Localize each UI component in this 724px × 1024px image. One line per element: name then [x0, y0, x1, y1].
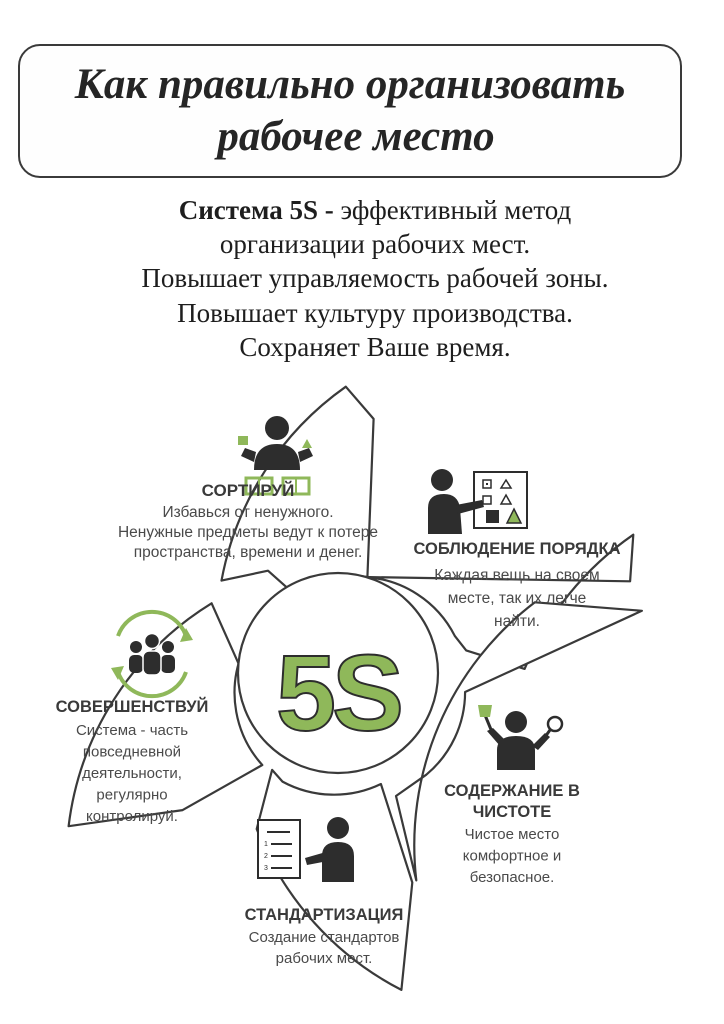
sustain-description-line: повседневной — [82, 743, 182, 761]
page-title-line-1: Как правильно организовать — [74, 61, 626, 108]
shine-description-line: Чистое место — [464, 826, 560, 843]
sustain-description-line: контролируй. — [86, 808, 178, 825]
center-5s-text: 5S — [275, 632, 401, 753]
shine-title-line: ЧИСТОТЕ — [472, 803, 552, 821]
order-description-line: найти. — [494, 613, 540, 630]
shine-title-line: СОДЕРЖАНИЕ В — [444, 782, 580, 800]
shine-description-line: комфортное и — [462, 847, 562, 865]
intro-line-5: Сохраняет Ваше время. — [239, 332, 511, 362]
intro-line-3: Повышает управляемость рабочей зоны. — [141, 263, 609, 293]
sustain-description-line: Система - часть — [75, 722, 189, 739]
sort-description-line: Ненужные предметы ведут к потере — [117, 524, 379, 541]
sustain-description-line: деятельности, — [82, 765, 182, 782]
standardize-description-line: рабочих мест. — [275, 950, 373, 967]
page-title-line-2: рабочее место — [217, 113, 495, 160]
svg-text:3: 3 — [264, 865, 268, 872]
standardize-description-line: Создание стандартов — [248, 929, 400, 946]
person-at-board-icon — [428, 469, 527, 534]
svg-text:1: 1 — [264, 841, 268, 848]
sustain-title: СОВЕРШЕНСТВУЙ — [55, 698, 209, 716]
order-description-line: Каждая вещь на своем — [434, 567, 600, 584]
intro-system-name: Система 5S - — [178, 195, 334, 225]
sort-title: СОРТИРУЙ — [201, 481, 295, 500]
shine-description-line: безопасное. — [469, 869, 555, 886]
intro-line-1-rest: эффективный метод — [333, 195, 572, 225]
sort-description-line: Избавься от ненужного. — [162, 504, 334, 521]
person-cleaning-icon — [478, 705, 562, 770]
svg-text:2: 2 — [264, 853, 268, 860]
intro-line-4: Повышает культуру производства. — [177, 298, 573, 328]
intro-line-2: организации рабочих мест. — [219, 229, 531, 259]
standardize-title: СТАНДАРТИЗАЦИЯ — [244, 906, 404, 924]
order-title: СОБЛЮДЕНИЕ ПОРЯДКА — [413, 540, 621, 558]
sustain-description-line: регулярно — [96, 786, 168, 804]
sort-description-line: пространства, времени и денег. — [133, 544, 363, 561]
order-description-line: месте, так их легче — [447, 590, 587, 607]
